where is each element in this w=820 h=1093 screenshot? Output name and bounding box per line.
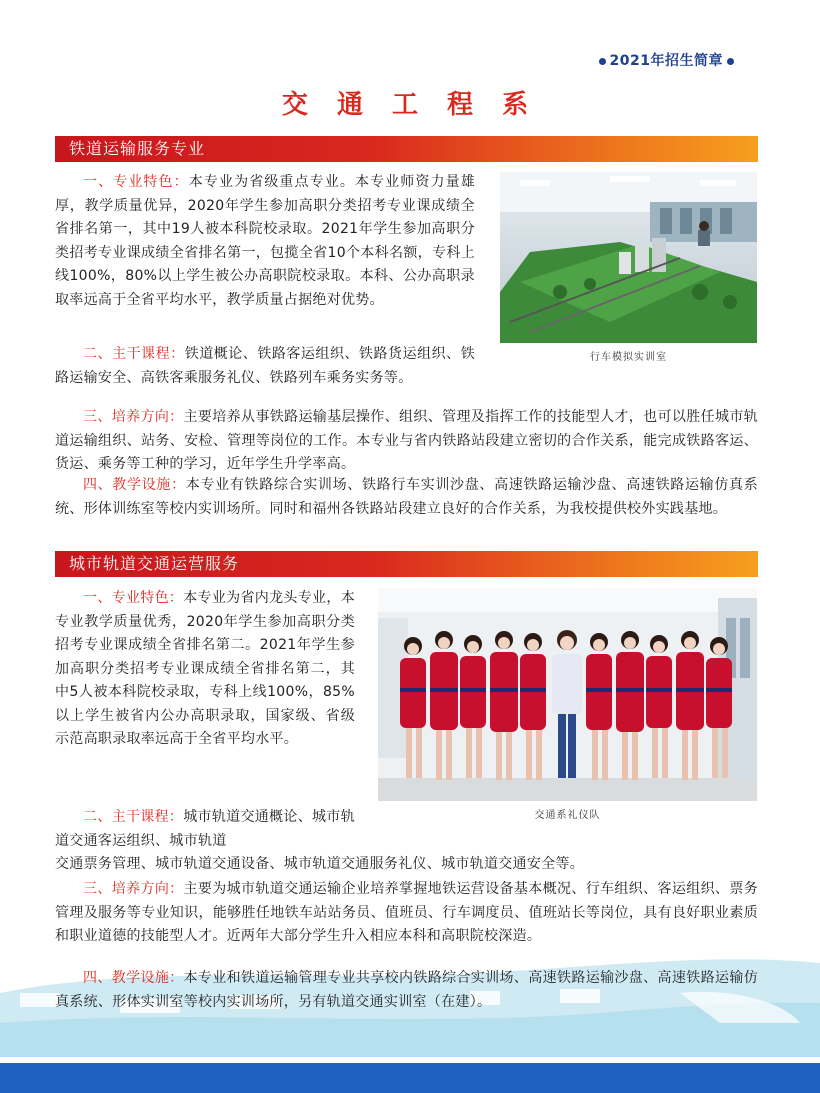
- section2-direction-paragraph: [55, 878, 758, 949]
- section-title-bar: 铁道运输服务专业: [55, 136, 758, 162]
- facilities-label: 四、教学设施：: [83, 477, 186, 493]
- feature-label: 一、专业特色：: [83, 590, 184, 606]
- facilities-text: 本专业有铁路综合实训场、铁路行车实训沙盘、高速铁路运输沙盘、高速铁路运输仿真系统、形体训练室等校内实训场所。同时和福州各铁路站段建立良好的合作关系，为我校提供校外实践基地。: [55, 477, 758, 517]
- bullet-dot-icon: [727, 58, 734, 65]
- brochure-tag-text: 2021年招生简章: [609, 53, 723, 69]
- feature-text: 本专业为省内龙头专业，本专业教学质量优秀，2020年学生参加高职分类招考专业课成绩全省排名第二。2021年学生参加高职分类招考专业课成绩全省排名第二，其中5人被本科院校录取，专科上线100%，85%以上学生被省内公办高职录取，国家级、省级示范高职录取率远高于全省平均水平。: [55, 590, 355, 747]
- photo-caption: 交通系礼仪队: [534, 810, 601, 821]
- section1-feature-paragraph: [55, 171, 475, 312]
- section2-courses-paragraph: [55, 806, 355, 853]
- section2-feature-paragraph: [55, 587, 355, 752]
- courses-text: 铁道概论、铁路客运组织、铁路货运组织、铁路运输安全、高铁客乘服务礼仪、铁路列车乘务实务等。: [55, 346, 475, 386]
- section1-direction-paragraph: [55, 406, 758, 477]
- etiquette-team-photo: [378, 588, 757, 801]
- direction-text: 主要为城市轨道交通运输企业培养掌握地铁运营设备基本概况、行车组织、客运组织、票务管理及服务等专业知识，能够胜任地铁车站站务员、值班员、行车调度员、值班站长等岗位，具有良好职业素质和职业道德的技能型人才。近两年大部分学生升入相应本科和高职院校深造。: [55, 881, 758, 944]
- section1-courses-paragraph: [55, 343, 475, 390]
- feature-label: 一、专业特色：: [83, 174, 189, 190]
- brochure-tag: [595, 50, 738, 70]
- feature-text: 本专业为省级重点专业。本专业师资力量雄厚，教学质量优异，2020年学生参加高职分类招考专业课成绩全省排名第一，其中19人被本科院校录取。2021年学生参加高职分类招考专业课成绩全省排名第一，包揽全省10个本科名额，专科上线100%，80%以上学生被公办高职院校录取。本科、公办高职录取率远高于全省平均水平，教学质量占据绝对优势。: [55, 174, 475, 308]
- page-title: 交 通 工 程 系: [281, 90, 539, 120]
- direction-text: 主要培养从事铁路运输基层操作、组织、管理及指挥工作的技能型人才，也可以胜任城市轨道运输组织、站务、安检、管理等岗位的工作。本专业与省内铁路站段建立密切的合作关系，能完成铁路客运、货运、乘务等工种的学习，近年学生升学率高。: [55, 409, 758, 472]
- facilities-text: 本专业和铁道运输管理专业共享校内铁路综合实训场、高速铁路运输沙盘、高速铁路运输仿真系统、形体实训室等校内实训场所，另有轨道交通实训室（在建）。: [55, 970, 758, 1010]
- bullet-dot-icon: [599, 58, 606, 65]
- courses-label: 二、主干课程：: [83, 809, 184, 825]
- photo-caption: 行车模拟实训室: [590, 352, 667, 363]
- section1-facilities-paragraph: [55, 474, 758, 521]
- section2-facilities-paragraph: [55, 967, 758, 1014]
- direction-label: 三、培养方向：: [83, 409, 184, 425]
- direction-label: 三、培养方向：: [83, 881, 184, 897]
- facilities-label: 四、教学设施：: [83, 970, 184, 986]
- courses-text: 城市轨道交通概论、城市轨道交通客运组织、城市轨道: [55, 809, 355, 849]
- courses-label: 二、主干课程：: [83, 346, 185, 362]
- section2-courses-continued: 交通票务管理、城市轨道交通设备、城市轨道交通服务礼仪、城市轨道交通安全等。: [55, 856, 585, 872]
- train-sim-lab-photo: [500, 172, 757, 343]
- section-title-bar: 城市轨道交通运营服务: [55, 551, 758, 577]
